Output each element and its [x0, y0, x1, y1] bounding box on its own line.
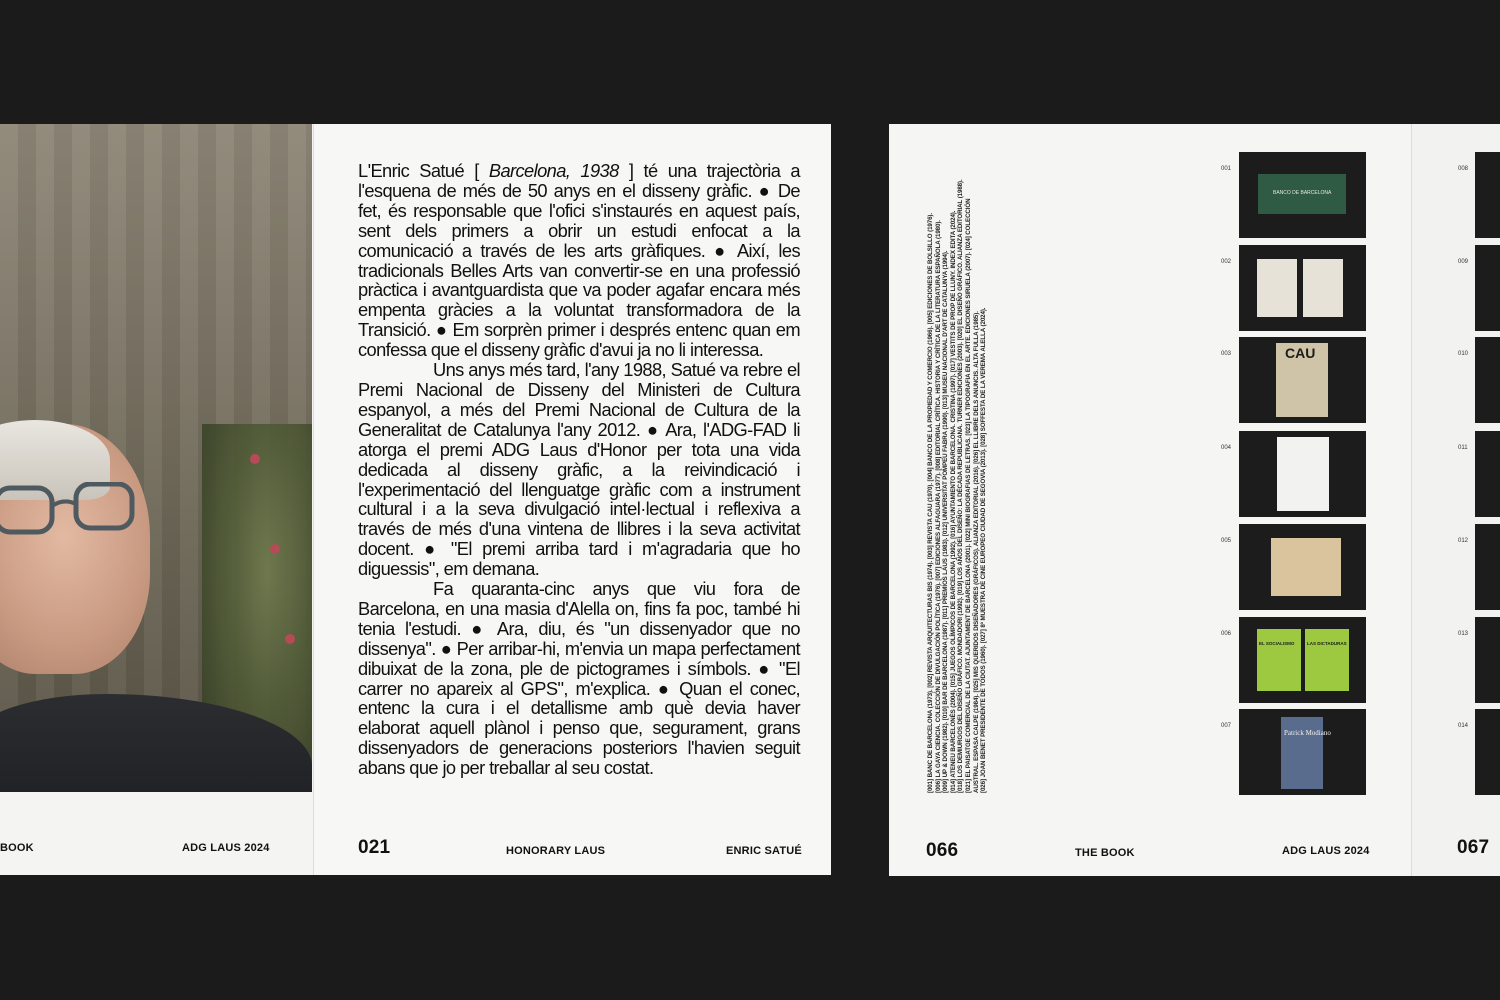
thumbnail-number: 009	[1458, 259, 1469, 265]
thumbnail-number: 003	[1221, 351, 1232, 357]
footer-book-title: THE BOOK	[1075, 847, 1135, 859]
thumbnail-number: 007	[1221, 723, 1232, 729]
author-label: ENRIC SATUÉ	[726, 845, 802, 857]
thumbnail-label: EL SOCIALISMO	[1259, 641, 1295, 646]
credits-list	[927, 128, 987, 793]
catalog-thumbnail	[1239, 431, 1366, 517]
credit-line: [006] LA GAYA CIENCIA. COLECCIÓN DE DIVULGACIÓN POLÍTICA (1976). [007] EDICIONES ALFAGUARA (1977). [008] EDITORIAL CRÍTICA. HISTORIA Y CRÍTICA DE LA LITERATURA ESPAÑOLA (1980).	[934, 220, 942, 793]
paragraph: Fa quaranta-cinc anys que viu fora de Barcelona, en una masia d'Alella on, fins fa poc, també hi tenia l'estudi. ● Ara, diu, és "un dissenyador que no dissenya". ● Per arribar-hi, m'envia un mapa perfectament dibuixat de la zona, ple de pictogrames i símbols. ● "El carrer no apareix al GPS", m'explica. ● Quan el conec, entenc la cura i el detallisme amb què devia haver elaborat aquell plànol i penso que, segurament, grans dissenyadors de generacions posteriors l'havien seguit abans que jo per treballar al seu costat.	[358, 578, 800, 779]
thumbnail-number: 005	[1221, 538, 1232, 544]
thumbnail-number: 008	[1458, 166, 1469, 172]
footer-brand-label: ADG LAUS 2024	[182, 842, 270, 854]
thumbnail-label: LAS DICTADURAS	[1307, 641, 1347, 646]
article-body	[358, 161, 800, 778]
thumbnail-label: BANCO DE BARCELONA	[1273, 190, 1332, 196]
credit-line: [018] LOS DEMIURGOS DEL DISEÑO GRÁFICO. MONDADORI (1992). [019] LOS AÑOS DEL DISEÑO: LA DÉCADA REPUBLICANA. TURNER EDICIONES (2003). [020] EL DISEÑO GRÁFICO. ALIANZA EDITORIAL (1988).	[957, 179, 965, 793]
credit-line: [014] ATENEU BARCELONÈS (2004). [015] JUEGOS OLÍMPICOS DE BARCELONA (1992). [016] AYUNTAMIENTO DE BARCELONA. CRISTINA (1997). [017] VESTITS DE PROP DE LLUNY. INDEX EDITA (2024).	[949, 210, 957, 793]
catalog-thumbnail	[1475, 709, 1500, 795]
catalog-thumbnail	[1475, 431, 1500, 517]
thumbnail-number: 013	[1458, 631, 1469, 637]
thumbnail-number: 004	[1221, 445, 1232, 451]
page-number-left: 066	[926, 840, 959, 861]
portrait-photo	[0, 124, 312, 792]
thumbnail-number: 014	[1458, 723, 1469, 729]
catalog-thumbnail	[1239, 337, 1366, 423]
catalog-thumbnail	[1239, 245, 1366, 331]
thumbnail-number: 012	[1458, 538, 1469, 544]
catalog-thumbnail	[1239, 152, 1366, 238]
catalog-thumbnail	[1239, 617, 1366, 703]
footer-book-label: BOOK	[0, 842, 34, 854]
thumbnail-number: 010	[1458, 351, 1469, 357]
credit-line: [021] EL PAISATGE COMERCIAL DE LA CIUTAT. AJUNTAMENT DE BARCELONA (2001). [022] MINI BIOGRAFIAS DE LETRAS. [023] LA TIPOGRAFIA EN EL ARTE. EDICIONES SIRUELA (2007). [024] COLECCIÓN	[964, 198, 972, 793]
text-page	[313, 124, 831, 875]
thumbnail-number: 011	[1458, 445, 1468, 451]
catalog-thumbnail	[1475, 152, 1500, 238]
thumbnail-label: Patrick Modiano	[1284, 729, 1331, 737]
catalog-thumbnail	[1239, 709, 1366, 795]
section-label: HONORARY LAUS	[506, 845, 606, 857]
glasses-icon	[0, 482, 144, 542]
page-number: 021	[358, 837, 391, 858]
credit-line: [001] BANC DE BARCELONA (1973). [002] REVISTA ARQUITECTURAS BIS (1974). [003] REVISTA CAU (1970). [004] BANCO DE LA PROPIEDAD Y COMERCIO (1966). [005] EDICIONES DE BOLSILLO (1976).	[927, 212, 934, 793]
footer-brand: ADG LAUS 2024	[1282, 845, 1370, 857]
catalog-thumbnail	[1475, 245, 1500, 331]
paragraph: Uns anys més tard, l'any 1988, Satué va rebre el Premi Nacional de Disseny del Ministeri de Cultura espanyol, a més del Premi Nacional de Cultura de la Generalitat de Catalunya l'any 2012. ● Ara, l'ADG-FAD li atorga el premi ADG Laus d'Honor per tota una vida dedicada al disseny gràfic, a la reivindicació i l'experimentació del llenguatge gràfic com a instrument cultural i a la seva divulgació intel·lectual i reflexiva a través de més d'una vintena de llibres i la seva activitat docent. ● "El premi arriba tard i m'agradaria que ho diguessis", em demana.	[358, 359, 800, 580]
credit-line: [026] JOAN BENET PRESIDENTE DE TODOS (1960). [027] 8ª MUESTRA DE CINE EUROPEO CIUDAD DE SEGOVIA (2013). [028] SOFFESTA DE LA VEREMA ALELLA (2024).	[980, 307, 988, 793]
paragraph: L'Enric Satué [ Barcelona, 1938 ] té una trajectòria a l'esquena de més de 50 anys en el disseny gràfic. ● De fet, és responsable que l'ofici s'instaurés en aquest país, sent dels primers a obrir un estudi enfocat a la comunicació a través de les arts gràfiques. ● Així, les tradicionals Belles Arts van convertir-se en una professió pràctica i avantguardista que va poder agafar encara més empenta gràcies a la voluntat transformadora de la Transició. ● Em sorprèn primer i després entenc quan em confessa que el disseny gràfic d'avui ja no li interessa.	[358, 160, 800, 361]
catalog-thumbnail	[1475, 524, 1500, 610]
thumbnail-number: 006	[1221, 631, 1232, 637]
catalog-thumbnail	[1239, 524, 1366, 610]
thumbnail-number: 002	[1221, 259, 1232, 265]
right-spread	[889, 124, 1500, 876]
next-page	[1411, 124, 1500, 876]
catalog-page	[889, 124, 1410, 876]
catalog-thumbnail	[1475, 337, 1500, 423]
left-spread	[0, 124, 830, 875]
credit-line: AUSTRAL. ESPASA CALPE (1984). [025] MIS QUERIDOS DISEÑADORES (GRÁFICOS). ALIANZA EDITORIAL (2016). [026] EL LLIBRE DELS ANUNCIS. ALTA FULLA (1985).	[972, 311, 980, 793]
page-number-right: 067	[1457, 837, 1490, 858]
credit-line: [009] UP & DOWN (1982). [010] BAR DE BARCELONA (1987). [011] PREMIOS LAUS (1983). [012] UNIVERSITAT POMPEU FABRA (1990). [013] MUSEU NACIONAL D'ART DE CATALUNYA (1994).	[942, 250, 950, 793]
thumbnail-number: 001	[1221, 166, 1232, 172]
thumbnail-label: CAU	[1285, 345, 1316, 361]
catalog-thumbnail	[1475, 617, 1500, 703]
